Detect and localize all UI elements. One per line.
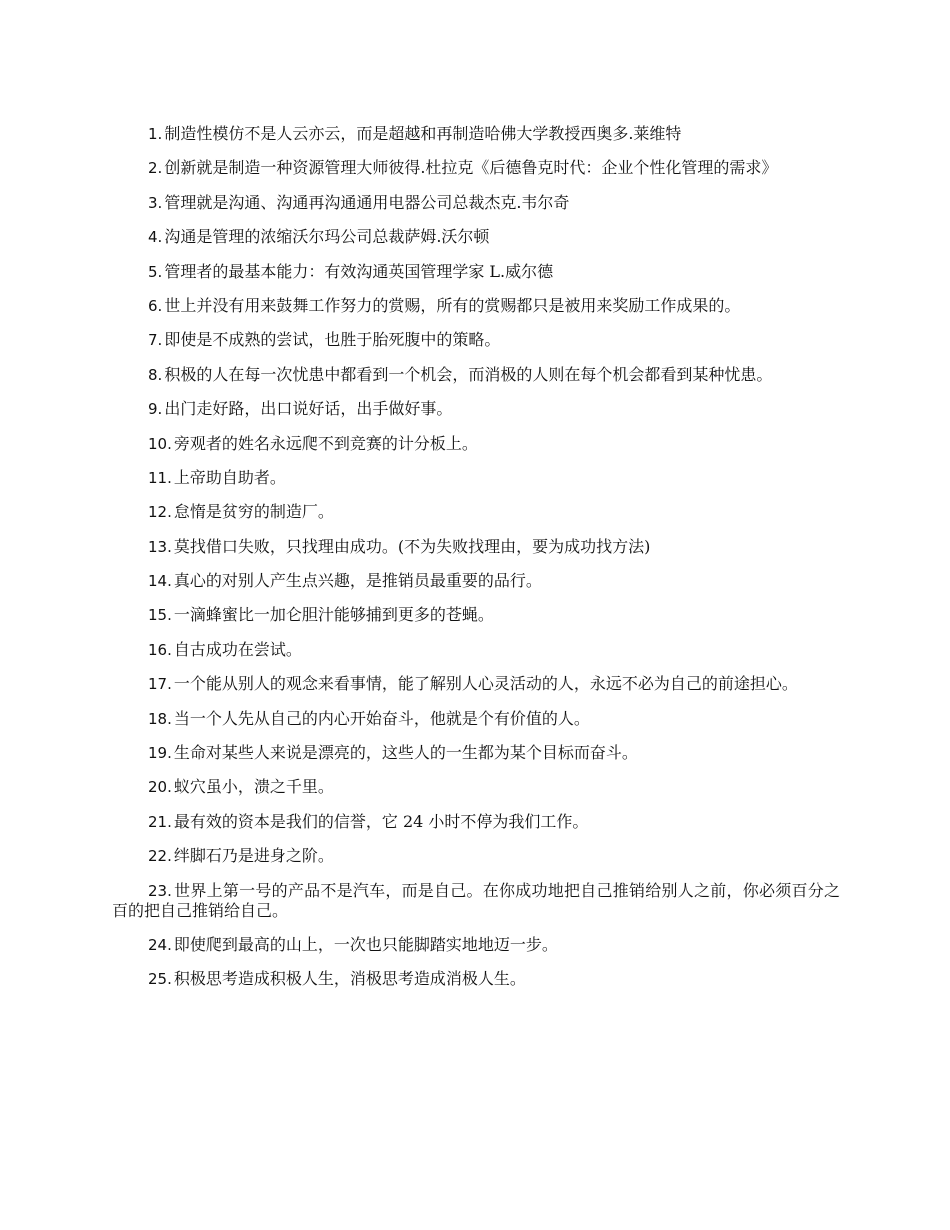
- item-text: 当一个人先从自己的内心开始奋斗，他就是个有价值的人。: [173, 708, 590, 728]
- item-number: 14.: [148, 572, 172, 591]
- list-item: [112, 709, 840, 729]
- item-number: 25.: [148, 970, 172, 989]
- item-text: 管理就是沟通、沟通再沟通通用电器公司总裁杰克.韦尔奇: [164, 192, 570, 212]
- item-text: 最有效的资本是我们的信誉，它 24 小时不停为我们工作。: [173, 811, 589, 831]
- item-number: 24.: [148, 935, 172, 954]
- item-number: 22.: [148, 847, 172, 866]
- list-item: [112, 193, 840, 213]
- list-item: [112, 935, 840, 955]
- item-text: 怠惰是贫穷的制造厂。: [173, 502, 334, 522]
- item-number: 15.: [148, 606, 172, 625]
- item-text: 生命对某些人来说是漂亮的，这些人的一生都为某个目标而奋斗。: [173, 743, 638, 763]
- item-number: 4.: [148, 228, 163, 247]
- item-number: 9.: [148, 400, 163, 419]
- list-item: [112, 330, 840, 350]
- item-number: 16.: [148, 640, 172, 659]
- list-item: [112, 502, 840, 522]
- list-item: [112, 674, 840, 694]
- item-text: 莫找借口失败，只找理由成功。(不为失败找理由，要为成功找方法): [173, 536, 651, 556]
- item-number: 8.: [148, 365, 163, 384]
- list-item: [112, 262, 840, 282]
- item-number: 23.: [148, 881, 172, 900]
- item-text: 积极的人在每一次忧患中都看到一个机会，而消极的人则在每个机会都看到某种忧患。: [164, 364, 773, 384]
- item-text: 一滴蜂蜜比一加仑胆汁能够捕到更多的苍蝇。: [173, 605, 494, 625]
- list-item: [112, 158, 840, 178]
- list-item: [112, 743, 840, 763]
- list-item: [112, 537, 840, 557]
- item-text: 即使爬到最高的山上，一次也只能脚踏实地地迈一步。: [173, 934, 558, 954]
- item-text: 沟通是管理的浓缩沃尔玛公司总裁萨姆.沃尔顿: [164, 227, 490, 247]
- list-item: [112, 881, 840, 921]
- list-item: [112, 812, 840, 832]
- item-number: 13.: [148, 537, 172, 556]
- list-item: [112, 365, 840, 385]
- item-number: 20.: [148, 778, 172, 797]
- quote-list: [112, 124, 840, 1004]
- item-text: 即使是不成熟的尝试，也胜于胎死腹中的策略。: [164, 330, 501, 350]
- item-number: 21.: [148, 812, 172, 831]
- item-number: 17.: [148, 675, 172, 694]
- item-number: 18.: [148, 709, 172, 728]
- list-item: [112, 640, 840, 660]
- list-item: [112, 571, 840, 591]
- item-text: 一个能从别人的观念来看事情，能了解别人心灵活动的人，永远不必为自己的前途担心。: [173, 674, 798, 694]
- item-text: 自古成功在尝试。: [173, 639, 302, 659]
- item-text: 世界上第一号的产品不是汽车，而是自己。在你成功地把自己推销给别人之前，你必须百分之百的把自己推销给自己。: [112, 880, 840, 920]
- item-text: 创新就是制造一种资源管理大师彼得.杜拉克《后德鲁克时代：企业个性化管理的需求》: [164, 158, 778, 178]
- item-number: 19.: [148, 744, 172, 763]
- list-item: [112, 227, 840, 247]
- list-item: [112, 777, 840, 797]
- list-item: [112, 399, 840, 419]
- list-item: [112, 124, 840, 144]
- item-number: 2.: [148, 159, 163, 178]
- item-number: 12.: [148, 503, 172, 522]
- item-number: 6.: [148, 296, 163, 315]
- item-number: 11.: [148, 468, 172, 487]
- item-number: 3.: [148, 193, 163, 212]
- item-number: 5.: [148, 262, 163, 281]
- item-text: 世上并没有用来鼓舞工作努力的赏赐，所有的赏赐都只是被用来奖励工作成果的。: [164, 295, 741, 315]
- item-text: 制造性模仿不是人云亦云，而是超越和再制造哈佛大学教授西奥多.莱维特: [164, 124, 682, 143]
- item-text: 积极思考造成积极人生，消极思考造成消极人生。: [173, 969, 526, 989]
- list-item: [112, 846, 840, 866]
- item-text: 绊脚石乃是进身之阶。: [173, 846, 334, 866]
- item-text: 旁观者的姓名永远爬不到竞赛的计分板上。: [173, 433, 478, 453]
- item-text: 管理者的最基本能力：有效沟通英国管理学家 L.威尔德: [164, 261, 554, 281]
- item-number: 10.: [148, 434, 172, 453]
- list-item: [112, 296, 840, 316]
- list-item: [112, 605, 840, 625]
- list-item: [112, 969, 840, 989]
- list-item: [112, 468, 840, 488]
- item-number: 1.: [148, 125, 163, 143]
- item-number: 7.: [148, 331, 163, 350]
- item-text: 上帝助自助者。: [173, 467, 286, 487]
- item-text: 出门走好路，出口说好话，出手做好事。: [164, 399, 453, 419]
- item-text: 真心的对别人产生点兴趣，是推销员最重要的品行。: [173, 571, 542, 591]
- item-text: 蚁穴虽小，溃之千里。: [173, 777, 334, 797]
- list-item: [112, 434, 840, 454]
